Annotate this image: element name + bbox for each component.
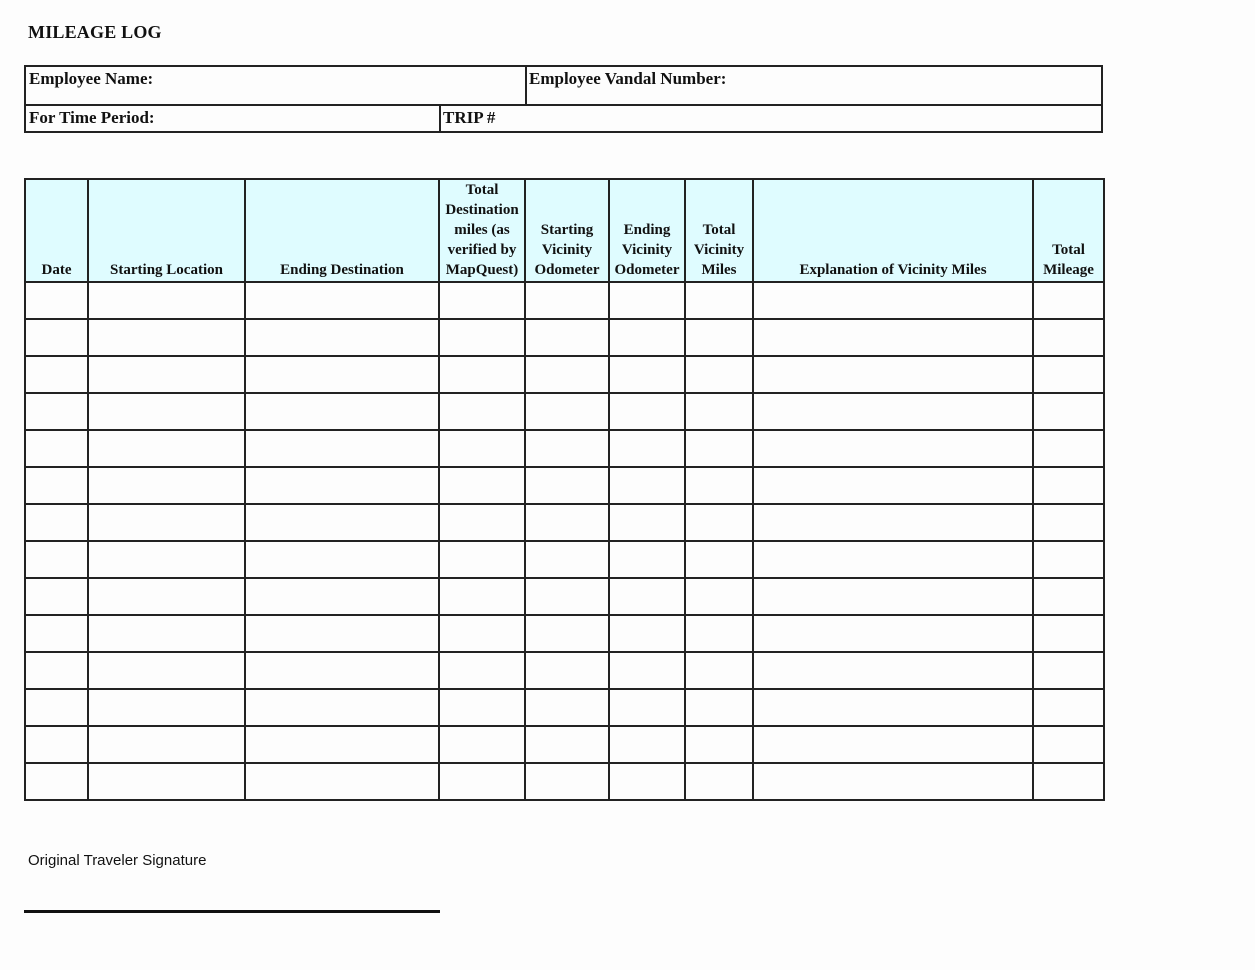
table-cell[interactable] [25, 615, 88, 652]
table-cell[interactable] [245, 726, 439, 763]
table-cell[interactable] [245, 578, 439, 615]
table-cell[interactable] [439, 689, 525, 726]
table-cell[interactable] [1033, 726, 1104, 763]
table-cell[interactable] [753, 726, 1033, 763]
table-row [25, 615, 1104, 652]
table-cell[interactable] [245, 652, 439, 689]
table-cell[interactable] [88, 319, 245, 356]
table-cell[interactable] [753, 652, 1033, 689]
table-cell[interactable] [88, 578, 245, 615]
table-cell[interactable] [245, 763, 439, 800]
table-cell[interactable] [88, 504, 245, 541]
table-cell[interactable] [25, 282, 88, 319]
table-cell[interactable] [439, 615, 525, 652]
table-cell[interactable] [685, 541, 753, 578]
table-cell[interactable] [609, 763, 685, 800]
table-cell[interactable] [753, 467, 1033, 504]
table-cell[interactable] [609, 356, 685, 393]
table-cell[interactable] [439, 763, 525, 800]
table-cell[interactable] [1033, 393, 1104, 430]
table-row [25, 319, 1104, 356]
table-cell[interactable] [88, 689, 245, 726]
table-cell[interactable] [88, 282, 245, 319]
table-cell[interactable] [609, 615, 685, 652]
time-period-label: For Time Period: [29, 108, 155, 127]
table-cell[interactable] [245, 430, 439, 467]
table-cell[interactable] [245, 541, 439, 578]
table-cell[interactable] [88, 356, 245, 393]
table-cell[interactable] [88, 430, 245, 467]
table-cell[interactable] [525, 726, 609, 763]
table-cell[interactable] [25, 430, 88, 467]
table-cell[interactable] [1033, 467, 1104, 504]
table-cell[interactable] [1033, 356, 1104, 393]
employee-info-box [24, 65, 1103, 133]
table-cell[interactable] [609, 689, 685, 726]
table-cell[interactable] [25, 541, 88, 578]
table-cell[interactable] [245, 689, 439, 726]
table-cell[interactable] [609, 652, 685, 689]
employee-name-label: Employee Name: [29, 69, 154, 88]
table-cell[interactable] [1033, 282, 1104, 319]
table-cell[interactable] [88, 652, 245, 689]
table-cell[interactable] [25, 467, 88, 504]
table-cell[interactable] [245, 319, 439, 356]
table-cell[interactable] [609, 282, 685, 319]
table-cell[interactable] [609, 319, 685, 356]
table-cell[interactable] [25, 689, 88, 726]
table-row [25, 504, 1104, 541]
table-cell[interactable] [525, 430, 609, 467]
col-header-ending-vicinity-odometer: Ending Vicinity Odometer [609, 179, 685, 282]
table-cell[interactable] [245, 615, 439, 652]
table-row [25, 578, 1104, 615]
table-cell[interactable] [25, 763, 88, 800]
table-cell[interactable] [685, 615, 753, 652]
table-cell[interactable] [609, 504, 685, 541]
table-cell[interactable] [525, 615, 609, 652]
table-cell[interactable] [245, 504, 439, 541]
table-cell[interactable] [439, 430, 525, 467]
table-cell[interactable] [439, 393, 525, 430]
col-header-ending-destination: Ending Destination [245, 179, 439, 282]
table-cell[interactable] [525, 689, 609, 726]
info-divider-horizontal [26, 104, 1101, 106]
table-row [25, 652, 1104, 689]
table-cell[interactable] [25, 726, 88, 763]
table-cell[interactable] [609, 726, 685, 763]
col-header-total-mileage: Total Mileage [1033, 179, 1104, 282]
table-cell[interactable] [1033, 689, 1104, 726]
col-header-starting-vicinity-odometer: Starting Vicinity Odometer [525, 179, 609, 282]
table-cell[interactable] [245, 356, 439, 393]
table-cell[interactable] [1033, 652, 1104, 689]
table-cell[interactable] [525, 578, 609, 615]
table-cell[interactable] [525, 467, 609, 504]
table-row [25, 541, 1104, 578]
table-cell[interactable] [609, 393, 685, 430]
table-cell[interactable] [753, 504, 1033, 541]
table-cell[interactable] [25, 504, 88, 541]
table-cell[interactable] [1033, 430, 1104, 467]
trip-number-label: TRIP # [443, 108, 496, 127]
table-row [25, 726, 1104, 763]
table-cell[interactable] [753, 615, 1033, 652]
table-cell[interactable] [25, 319, 88, 356]
table-cell[interactable] [25, 393, 88, 430]
table-cell[interactable] [88, 763, 245, 800]
info-divider-bottom [439, 104, 441, 131]
col-header-total-destination-miles: Total Destination miles (as verified by MapQuest) [439, 179, 525, 282]
form-title: MILEAGE LOG [28, 22, 162, 42]
table-cell[interactable] [753, 430, 1033, 467]
table-cell[interactable] [25, 578, 88, 615]
table-cell[interactable] [685, 763, 753, 800]
table-cell[interactable] [439, 652, 525, 689]
mileage-table [24, 178, 1105, 801]
table-row [25, 393, 1104, 430]
table-cell[interactable] [753, 541, 1033, 578]
table-cell[interactable] [88, 393, 245, 430]
table-cell[interactable] [1033, 763, 1104, 800]
signature-line [24, 910, 440, 913]
table-cell[interactable] [525, 282, 609, 319]
table-cell[interactable] [609, 541, 685, 578]
table-cell[interactable] [525, 541, 609, 578]
table-cell[interactable] [753, 282, 1033, 319]
table-cell[interactable] [685, 689, 753, 726]
table-cell[interactable] [88, 726, 245, 763]
table-row [25, 763, 1104, 800]
table-cell[interactable] [25, 356, 88, 393]
table-cell[interactable] [525, 319, 609, 356]
table-cell[interactable] [525, 652, 609, 689]
table-cell[interactable] [609, 430, 685, 467]
table-body [25, 282, 1104, 800]
table-cell[interactable] [753, 393, 1033, 430]
info-divider-top [525, 67, 527, 105]
table-cell[interactable] [685, 504, 753, 541]
table-cell[interactable] [1033, 541, 1104, 578]
table-cell[interactable] [685, 282, 753, 319]
table-cell[interactable] [439, 726, 525, 763]
table-cell[interactable] [753, 319, 1033, 356]
table-cell[interactable] [525, 393, 609, 430]
table-cell[interactable] [245, 393, 439, 430]
table-cell[interactable] [753, 689, 1033, 726]
table-cell[interactable] [25, 652, 88, 689]
table-cell[interactable] [439, 282, 525, 319]
table-cell[interactable] [753, 356, 1033, 393]
table-cell[interactable] [609, 578, 685, 615]
col-header-date: Date [25, 179, 88, 282]
table-cell[interactable] [1033, 319, 1104, 356]
table-cell[interactable] [525, 763, 609, 800]
table-cell[interactable] [439, 319, 525, 356]
table-cell[interactable] [525, 356, 609, 393]
signature-label: Original Traveler Signature [28, 852, 207, 869]
table-cell[interactable] [439, 504, 525, 541]
table-cell[interactable] [525, 504, 609, 541]
table-row [25, 467, 1104, 504]
table-cell[interactable] [439, 467, 525, 504]
table-cell[interactable] [685, 319, 753, 356]
table-cell[interactable] [685, 356, 753, 393]
table-cell[interactable] [685, 652, 753, 689]
table-header-row [25, 179, 1104, 282]
table-cell[interactable] [245, 282, 439, 319]
table-cell[interactable] [685, 430, 753, 467]
table-cell[interactable] [685, 578, 753, 615]
table-cell[interactable] [1033, 578, 1104, 615]
col-header-explanation: Explanation of Vicinity Miles [753, 179, 1033, 282]
table-cell[interactable] [439, 356, 525, 393]
employee-vandal-number-label: Employee Vandal Number: [529, 69, 727, 88]
table-cell[interactable] [609, 467, 685, 504]
table-cell[interactable] [753, 578, 1033, 615]
table-cell[interactable] [1033, 504, 1104, 541]
table-cell[interactable] [88, 615, 245, 652]
table-cell[interactable] [439, 541, 525, 578]
table-row [25, 282, 1104, 319]
table-cell[interactable] [88, 467, 245, 504]
col-header-starting-location: Starting Location [88, 179, 245, 282]
table-cell[interactable] [753, 763, 1033, 800]
table-cell[interactable] [245, 467, 439, 504]
col-header-total-vicinity-miles: Total Vicinity Miles [685, 179, 753, 282]
table-cell[interactable] [88, 541, 245, 578]
table-cell[interactable] [685, 393, 753, 430]
table-cell[interactable] [1033, 615, 1104, 652]
table-cell[interactable] [685, 726, 753, 763]
table-row [25, 689, 1104, 726]
table-row [25, 356, 1104, 393]
table-cell[interactable] [439, 578, 525, 615]
table-cell[interactable] [685, 467, 753, 504]
table-row [25, 430, 1104, 467]
